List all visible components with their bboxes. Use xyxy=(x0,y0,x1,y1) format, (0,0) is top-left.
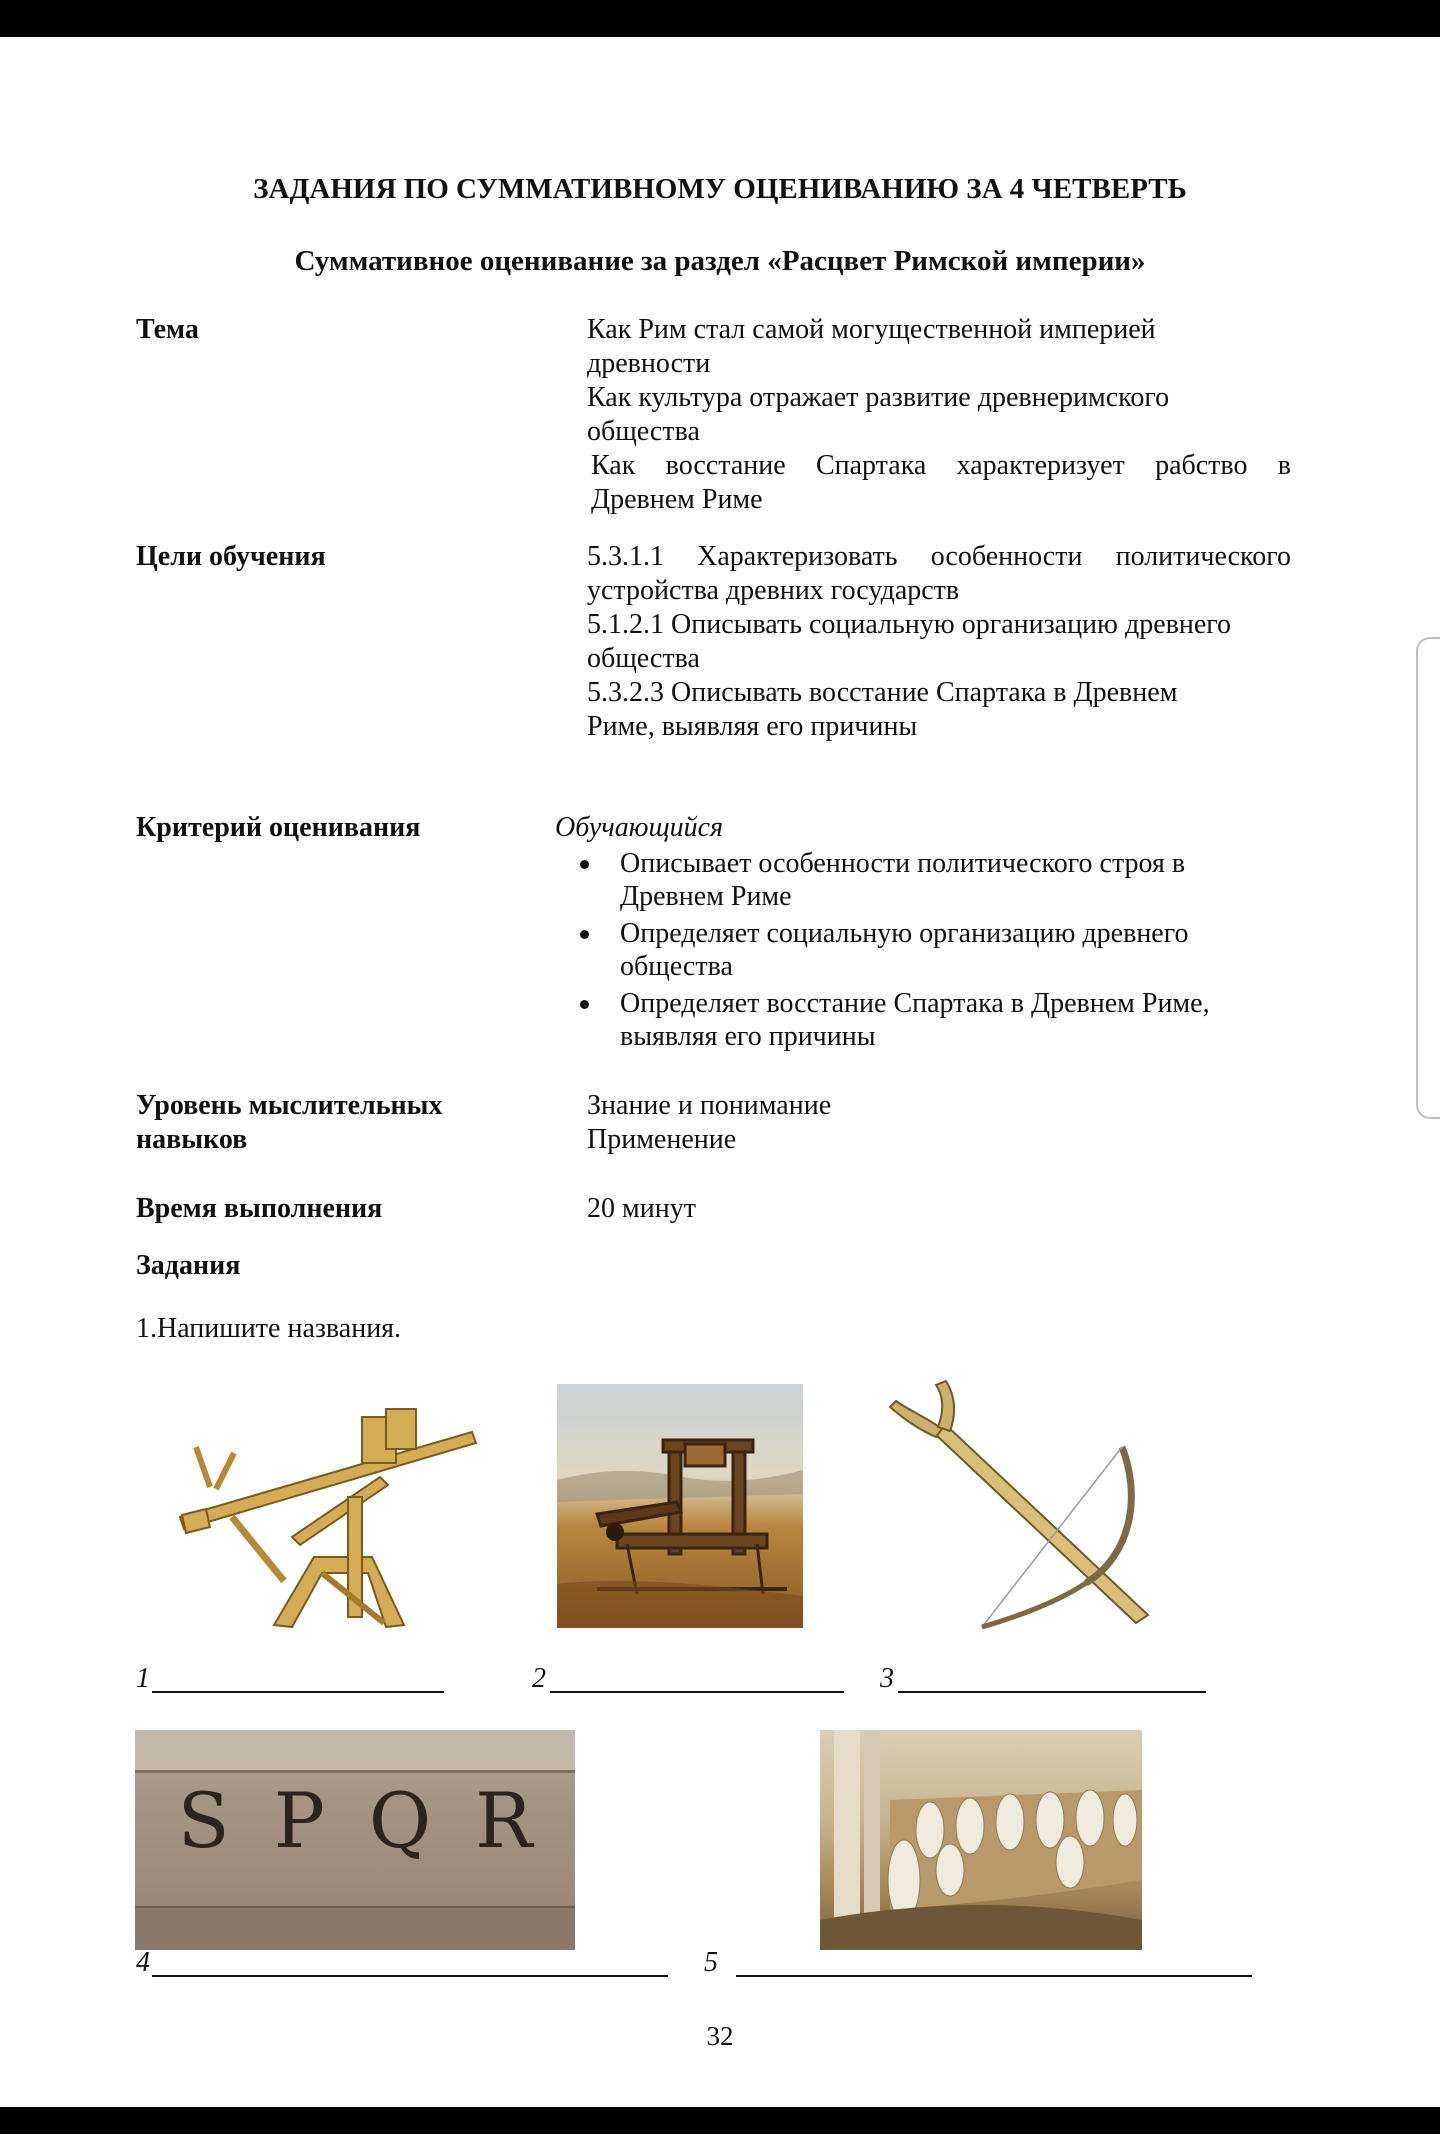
page-subtitle: Суммативное оценивание за раздел «Расцвет Римской империи» xyxy=(294,245,1146,277)
page-title: ЗАДАНИЯ ПО СУММАТИВНОМУ ОЦЕНИВАНИЮ ЗА 4 ЧЕТВЕРТЬ xyxy=(253,173,1187,205)
answer-line-3[interactable] xyxy=(898,1691,1206,1693)
inscription-letter: R xyxy=(475,1775,533,1865)
criteria-item: Описывает особенности политического строя в Древнем Риме xyxy=(580,847,1260,913)
ballista-image xyxy=(172,1377,480,1633)
caption-number: 3 xyxy=(880,1663,894,1694)
goal-line: 5.3.1.1 Характеризовать особенности политического xyxy=(587,541,1291,572)
goals-value xyxy=(587,540,1291,744)
goal-line: Риме, выявляя его причины xyxy=(587,711,918,742)
senate-painting-image xyxy=(820,1730,1142,1950)
goal-line: общества xyxy=(587,643,700,674)
page-number: 32 xyxy=(706,2021,734,2051)
level-label-line: навыков xyxy=(136,1124,248,1155)
goal-line: 5.1.2.1 Описывать социальную организацию древнего xyxy=(587,609,1232,640)
goals-label: Цели обучения xyxy=(136,541,326,572)
topic-line: Древнем Риме xyxy=(591,484,763,515)
topic-label: Тема xyxy=(136,314,199,345)
document-page xyxy=(0,37,1440,2107)
topic-line: Как восстание Спартака характеризует рабство в xyxy=(591,450,1291,481)
caption-number: 2 xyxy=(532,1663,546,1694)
inscription-letter: S xyxy=(177,1775,230,1865)
criteria-intro: Обучающийся xyxy=(555,812,724,843)
tasks-heading: Задания xyxy=(136,1250,241,1281)
level-value xyxy=(587,1089,1291,1157)
topic-line: Как культура отражает развитие древнеримского xyxy=(587,382,1170,413)
answer-line-1[interactable] xyxy=(152,1691,444,1693)
task-1-instruction: 1.Напишите названия. xyxy=(136,1313,402,1344)
ballista-icon xyxy=(172,1377,480,1633)
level-line: Знание и понимание xyxy=(587,1090,832,1121)
crossbow-icon xyxy=(866,1377,1182,1633)
level-label xyxy=(136,1089,443,1157)
spqr-inscription-icon xyxy=(135,1760,575,1880)
level-label-line: Уровень мыслительных xyxy=(136,1090,443,1121)
inscription-letter: Q xyxy=(368,1775,432,1865)
goal-line: 5.3.2.3 Описывать восстание Спартака в Древнем xyxy=(587,677,1178,708)
topic-line: Как Рим стал самой могущественной империей xyxy=(587,314,1156,345)
caption-number: 1 xyxy=(136,1663,150,1694)
caption-number: 4 xyxy=(136,1947,150,1978)
caption-number: 5 xyxy=(704,1947,718,1978)
side-panel-handle[interactable] xyxy=(1416,637,1440,1119)
inscription-base xyxy=(135,1906,575,1950)
catapult-icon xyxy=(557,1384,803,1628)
answer-line-2[interactable] xyxy=(550,1691,844,1693)
criteria-list xyxy=(580,847,1300,1057)
crossbow-image xyxy=(866,1377,1182,1633)
catapult-image xyxy=(557,1384,803,1628)
goal-line: устройства древних государств xyxy=(587,575,960,606)
answer-line-5[interactable] xyxy=(736,1975,1252,1977)
time-value: 20 минут xyxy=(587,1193,696,1224)
spqr-image xyxy=(135,1730,575,1950)
topic-line: древности xyxy=(587,348,711,379)
inscription-letter: P xyxy=(273,1775,325,1865)
criteria-label: Критерий оценивания xyxy=(136,812,421,843)
criteria-item: Определяет восстание Спартака в Древнем Риме, выявляя его причины xyxy=(580,987,1300,1053)
level-line: Применение xyxy=(587,1124,737,1155)
topic-value xyxy=(587,313,1291,517)
criteria-item: Определяет социальную организацию древнего общества xyxy=(580,917,1220,983)
time-label: Время выполнения xyxy=(136,1193,383,1224)
topic-line: общества xyxy=(587,416,700,447)
roman-senate-painting-icon xyxy=(820,1730,1142,1950)
answer-line-4[interactable] xyxy=(152,1975,668,1977)
